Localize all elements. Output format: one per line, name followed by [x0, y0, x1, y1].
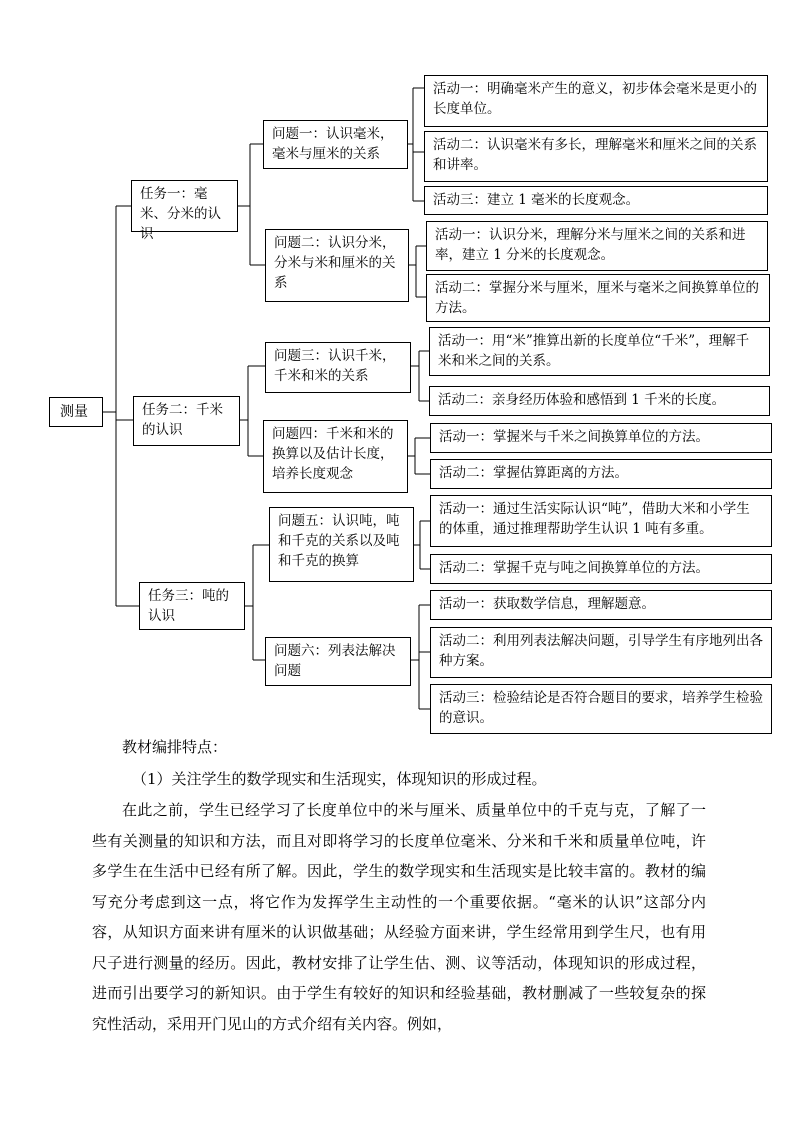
activity-node-3-2-1: 活动一：获取数学信息，理解题意。	[430, 590, 772, 620]
activity-node-3-1-1: 活动一：通过生活实际认识“吨”，借助大米和小学生的体重，通过推理帮助学生认识 1 吨有多重。	[430, 495, 772, 547]
question-node-5: 问题五：认识吨，吨和千克的关系以及吨和千克的换算	[269, 507, 414, 582]
root-node: 测量	[49, 397, 103, 427]
question-node-2: 问题二：认识分米，分米与米和厘米的关系	[265, 229, 409, 302]
body-paragraph: 在此之前，学生已经学习了长度单位中的米与厘米、质量单位中的千克与克，了解了一些有关测量的知识和方法，而且对即将学习的长度单位毫米、分米和千米和质量单位吨，许多学生在生活中已经有所了解。因此，学生的数学现实和生活现实是比较丰富的。教材的编写充分考虑到这一点，将它作为发挥学生主动性的一个重要依据。“毫米的认识”这部分内容，从知识方面来讲有厘米的认识做基础；从经验方面来讲，学生经常用到学生尺，也有用尺子进行测量的经历。因此，教材安排了让学生估、测、议等活动，体现知识的形成过程，进而引出要学习的新知识。由于学生有较好的知识和经验基础，教材删减了一些较复杂的探究性活动，采用开门见山的方式介绍有关内容。例如，	[92, 801, 706, 1033]
activity-node-3-2-2: 活动二：利用列表法解决问题，引导学生有序地列出各种方案。	[430, 627, 772, 678]
activity-node-3-1-2: 活动二：掌握千克与吨之间换算单位的方法。	[430, 554, 772, 584]
task-node-2: 任务二：千米的认识	[133, 396, 240, 446]
activity-node-2-1-1: 活动一：用“米”推算出新的长度单位“千米”，理解千米和米之间的关系。	[429, 327, 770, 376]
question-node-6: 问题六：列表法解决问题	[265, 637, 411, 686]
activity-node-1-2-1: 活动一：认识分米，理解分米与厘米之间的关系和进率，建立 1 分米的长度观念。	[426, 221, 768, 271]
activity-node-1-1-1: 活动一：明确毫米产生的意义，初步体会毫米是更小的长度单位。	[424, 75, 768, 127]
activity-node-2-2-1: 活动一：掌握米与千米之间换算单位的方法。	[430, 423, 772, 453]
question-node-3: 问题三：认识千米，千米和米的关系	[265, 342, 411, 393]
section-title: 教材编排特点：	[122, 738, 228, 756]
activity-node-3-2-3: 活动三：检验结论是否符合题目的要求，培养学生检验的意识。	[430, 684, 772, 734]
activity-node-1-1-3: 活动三：建立 1 毫米的长度观念。	[424, 186, 768, 215]
question-node-1: 问题一：认识毫米，毫米与厘米的关系	[263, 120, 408, 169]
activity-node-2-1-2: 活动二：亲身经历体验和感悟到 1 千米的长度。	[429, 386, 770, 416]
question-node-4: 问题四：千米和米的换算以及估计长度，培养长度观念	[263, 420, 408, 493]
task-node-3: 任务三：吨的认识	[139, 582, 245, 630]
activity-node-1-2-2: 活动二：掌握分米与厘米，厘米与毫米之间换算单位的方法。	[426, 274, 770, 322]
activity-node-1-1-2: 活动二：认识毫米有多长，理解毫米和厘米之间的关系和讲率。	[424, 131, 768, 182]
task-node-1: 任务一：毫米、分米的认识	[131, 180, 238, 232]
activity-node-2-2-2: 活动二：掌握估算距离的方法。	[430, 459, 772, 489]
point-heading: （1）关注学生的数学现实和生活现实，体现知识的形成过程。	[132, 770, 547, 788]
